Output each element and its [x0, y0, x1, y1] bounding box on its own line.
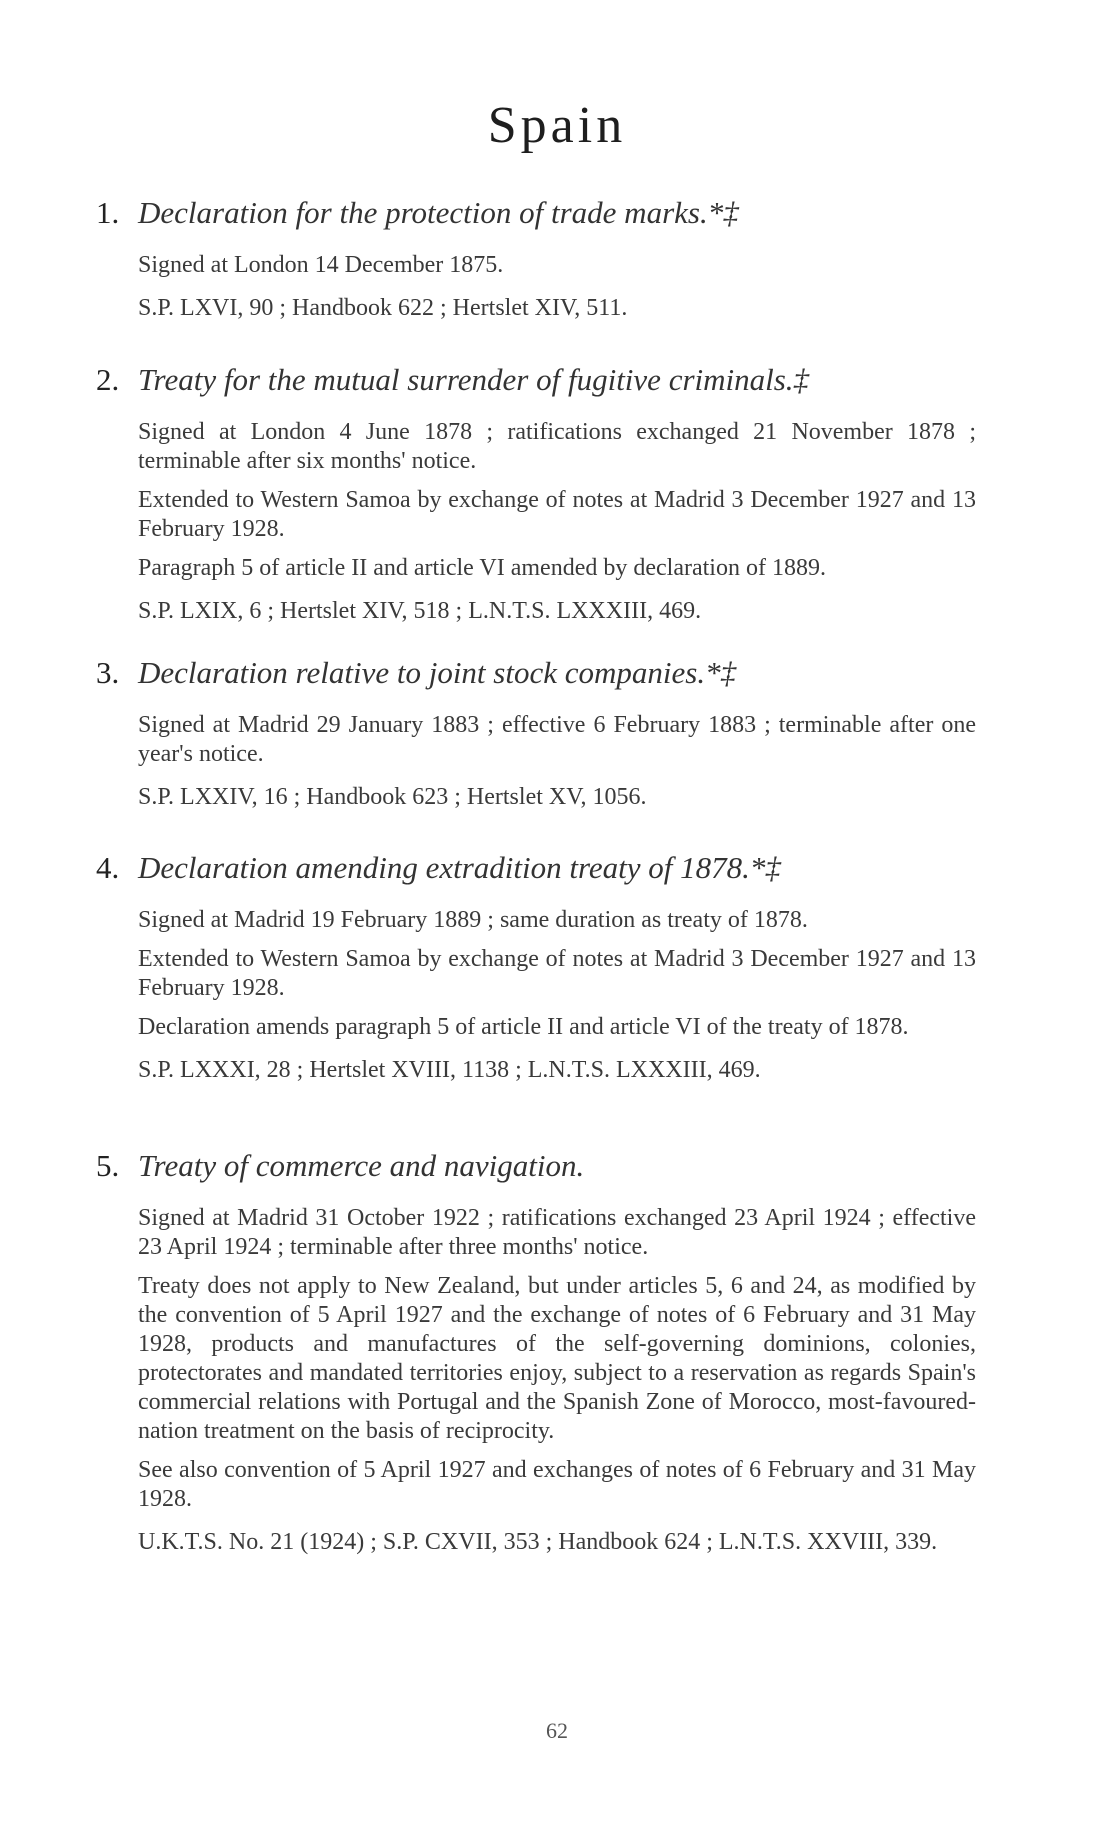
- entry-title: Treaty for the mutual surrender of fugitive criminals.‡: [138, 362, 810, 397]
- entry-references: S.P. LXIX, 6 ; Hertslet XIV, 518 ; L.N.T.S. LXXXIII, 469.: [138, 598, 702, 624]
- entry-paragraph: Paragraph 5 of article II and article VI amended by declaration of 1889.: [138, 555, 826, 581]
- treaty-entry: [96, 1148, 976, 1557]
- entry-references: S.P. LXXXI, 28 ; Hertslet XVIII, 1138 ; L.N.T.S. LXXXIII, 469.: [138, 1057, 761, 1083]
- entry-number: 1.: [96, 195, 120, 230]
- entry-heading: [96, 655, 976, 701]
- entry-number: 3.: [96, 655, 120, 690]
- treaty-entry: [96, 362, 976, 626]
- entry-paragraph: Declaration amends paragraph 5 of article II and article VI of the treaty of 1878.: [138, 1014, 909, 1040]
- entry-title: Declaration relative to joint stock companies.*‡: [138, 655, 737, 690]
- entry-heading: [96, 850, 976, 896]
- entry-paragraph: Treaty does not apply to New Zealand, but under articles 5, 6 and 24, as modified by the convention of 5 April 1927 and the exchange of notes of 6 February and 31 May 1928, products and manufactures of the self-governing dominions, colonies, protectorates and mandated territories enjoy, subject to a reservation as regards Spain's commercial relations with Portugal and the Spanish Zone of Morocco, most-favoured-nation treatment on the basis of reciprocity.: [138, 1273, 976, 1444]
- entry-references: S.P. LXVI, 90 ; Handbook 622 ; Hertslet XIV, 511.: [138, 295, 628, 321]
- entry-number: 4.: [96, 850, 120, 885]
- entry-paragraph: Signed at London 14 December 1875.: [138, 252, 504, 278]
- entry-paragraph: Signed at Madrid 19 February 1889 ; same duration as treaty of 1878.: [138, 907, 808, 933]
- entry-heading: [96, 195, 976, 241]
- page-number: 62: [546, 1718, 568, 1743]
- entry-paragraph: See also convention of 5 April 1927 and exchanges of notes of 6 February and 31 May 1928.: [138, 1457, 976, 1512]
- entry-heading: [96, 1148, 976, 1194]
- page-title: Spain: [487, 97, 627, 154]
- entry-references: U.K.T.S. No. 21 (1924) ; S.P. CXVII, 353 ; Handbook 624 ; L.N.T.S. XXVIII, 339.: [138, 1529, 938, 1555]
- entry-paragraph: Signed at London 4 June 1878 ; ratifications exchanged 21 November 1878 ; terminable after six months' notice.: [138, 419, 976, 474]
- entry-references: S.P. LXXIV, 16 ; Handbook 623 ; Hertslet XV, 1056.: [138, 784, 647, 810]
- treaty-entry: [96, 850, 976, 1085]
- entry-heading: [96, 362, 976, 408]
- treaty-entry: [96, 195, 976, 323]
- entry-title: Treaty of commerce and navigation.: [138, 1148, 585, 1183]
- entry-number: 5.: [96, 1148, 120, 1183]
- entry-paragraph: Signed at Madrid 29 January 1883 ; effective 6 February 1883 ; terminable after one year's notice.: [138, 712, 976, 767]
- treaty-entry: [96, 655, 976, 812]
- entry-paragraph: Extended to Western Samoa by exchange of notes at Madrid 3 December 1927 and 13 February 1928.: [138, 487, 976, 542]
- entry-paragraph: Extended to Western Samoa by exchange of notes at Madrid 3 December 1927 and 13 February 1928.: [138, 946, 976, 1001]
- entry-title: Declaration amending extradition treaty of 1878.*‡: [138, 850, 781, 885]
- entry-paragraph: Signed at Madrid 31 October 1922 ; ratifications exchanged 23 April 1924 ; effective 23 April 1924 ; terminable after three months' notice.: [138, 1205, 976, 1260]
- entry-number: 2.: [96, 362, 120, 397]
- entry-title: Declaration for the protection of trade marks.*‡: [138, 195, 739, 230]
